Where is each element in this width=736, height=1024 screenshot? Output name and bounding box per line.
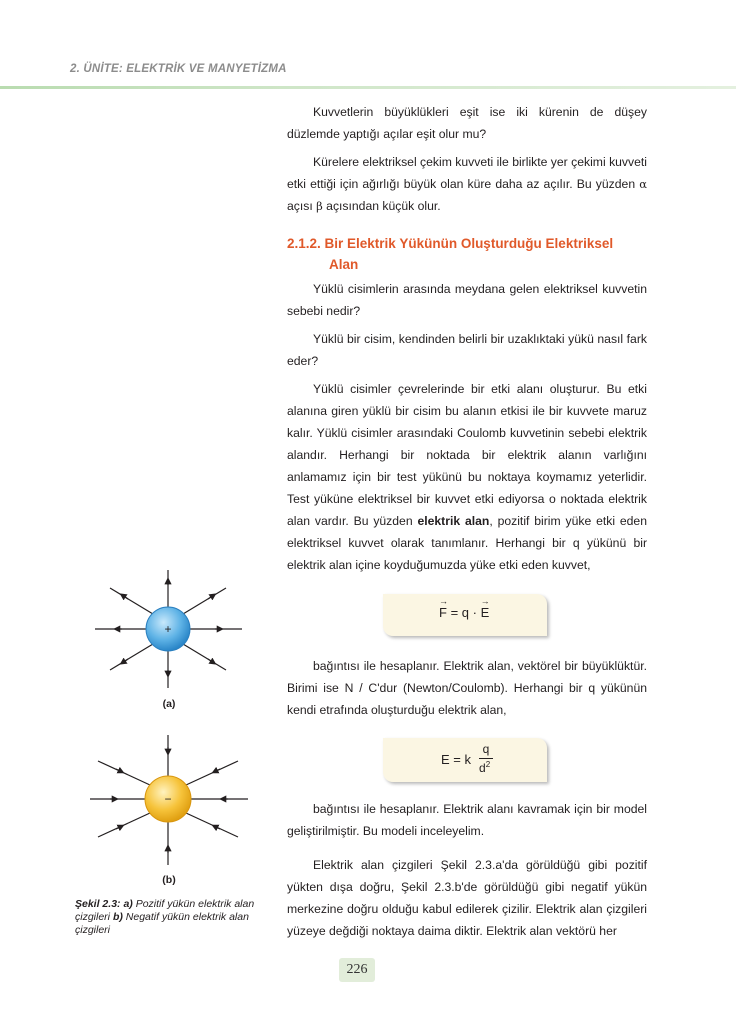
paragraph-force-relation: bağıntısı ile hesaplanır. Elektrik alan, vektörel bir büyüklüktür. Birimi ise N / C'dur (Newton/Coulomb). Herhangi bir q yükünün kendi etrafında oluşturduğu elektrik alan, xyxy=(287,659,647,717)
page-number: 226 xyxy=(339,958,375,982)
formula-field-lhs: E = k xyxy=(441,752,471,767)
intro-paragraph-2: Kürelere elektriksel çekim kuvveti ile birlikte yer çekimi kuvveti etki ettiği için ağırlığı büyük olan küre daha az açılır. Bu yüzden α açısı β açısından küçük olur. xyxy=(287,155,647,213)
minus-sign: − xyxy=(164,792,172,806)
alpha-symbol: α xyxy=(639,177,647,191)
running-header: 2. ÜNİTE: ELEKTRİK VE MANYETİZMA xyxy=(70,63,287,75)
body-block-2 xyxy=(287,655,647,721)
formula-field-denominator: $d^2$ xyxy=(479,760,491,775)
formula-force: → F = q · → E xyxy=(439,596,490,620)
formula-force-box xyxy=(383,594,547,636)
figure-negative-charge xyxy=(70,727,270,872)
section-title-line2: Alan xyxy=(329,257,359,272)
term-electric-field: elektrik alan xyxy=(417,514,490,528)
beta-symbol: β xyxy=(316,199,323,213)
section-title xyxy=(287,233,647,275)
paragraph-field-lines: Elektrik alan çizgileri Şekil 2.3.a'da görüldüğü gibi pozitif yükten dışa doğru, Şekil 2.3.b'de görüldüğü gibi negatif yükün merkezine doğru olduğu kabul edilerek çizilir. Elektrik alan çizgileri yüzeye değdiği noktaya daima diktir. Elektrik alan vektörü her xyxy=(287,858,647,938)
definition-paragraph: Yüklü cisimler çevrelerinde bir etki alanı oluşturur. Bu etki alanına giren yüklü bir cisim bu alanın etkisi ile bir kuvvete maruz kalır. Yüklü cisimler arasındaki Coulomb kuvvetinin sebebi elektrik alandır. Herhangi bir noktada bir elektrik alanın varlığını anlamamız için bir test yükünü bu noktaya koymamız yeterlidir. Test yüküne elektriksel bir kuvvet etki ediyorsa o noktada elektrik alan vardır. Bu yüzden elektrik alan, pozitif birim yüke etki eden elektriksel kuvvet olarak tanımlanır. Herhangi bir q yükünü bir elektrik alan içine koyduğumuzda yüke etki eden kuvvet, xyxy=(287,382,647,572)
body-block-1 xyxy=(287,278,647,576)
section-title-line1: 2.1.2. Bir Elektrik Yükünün Oluşturduğu Elektriksel xyxy=(287,236,614,251)
question-1: Yüklü cisimlerin arasında meydana gelen elektriksel kuvvetin sebebi nedir? xyxy=(287,282,647,318)
question-2: Yüklü bir cisim, kendinden belirli bir uzaklıktaki yükü nasıl fark eder? xyxy=(287,332,647,368)
figure-caption: Şekil 2.3: a) Pozitif yükün elektrik alan çizgileri b) Negatif yükün elektrik alan çizgileri xyxy=(75,898,255,936)
formula-field-numerator: q xyxy=(482,742,490,756)
formula-field-box xyxy=(383,738,547,782)
paragraph-model: bağıntısı ile hesaplanır. Elektrik alanı kavramak için bir model geliştirilmiştir. Bu modeli inceleyelim. xyxy=(287,802,647,838)
plus-sign: + xyxy=(164,622,172,636)
figure-label-b: (b) xyxy=(162,874,176,886)
figure-positive-charge xyxy=(70,560,270,700)
intro-block xyxy=(287,101,647,217)
fraction-bar xyxy=(479,758,493,759)
intro-paragraph-1: Kuvvetlerin büyüklükleri eşit ise iki kürenin de düşey düzlemde yaptığı açılar eşit olur mu? xyxy=(287,105,647,141)
figure-label-a: (a) xyxy=(162,698,176,710)
header-rule xyxy=(0,86,736,89)
body-block-3 xyxy=(287,798,647,942)
